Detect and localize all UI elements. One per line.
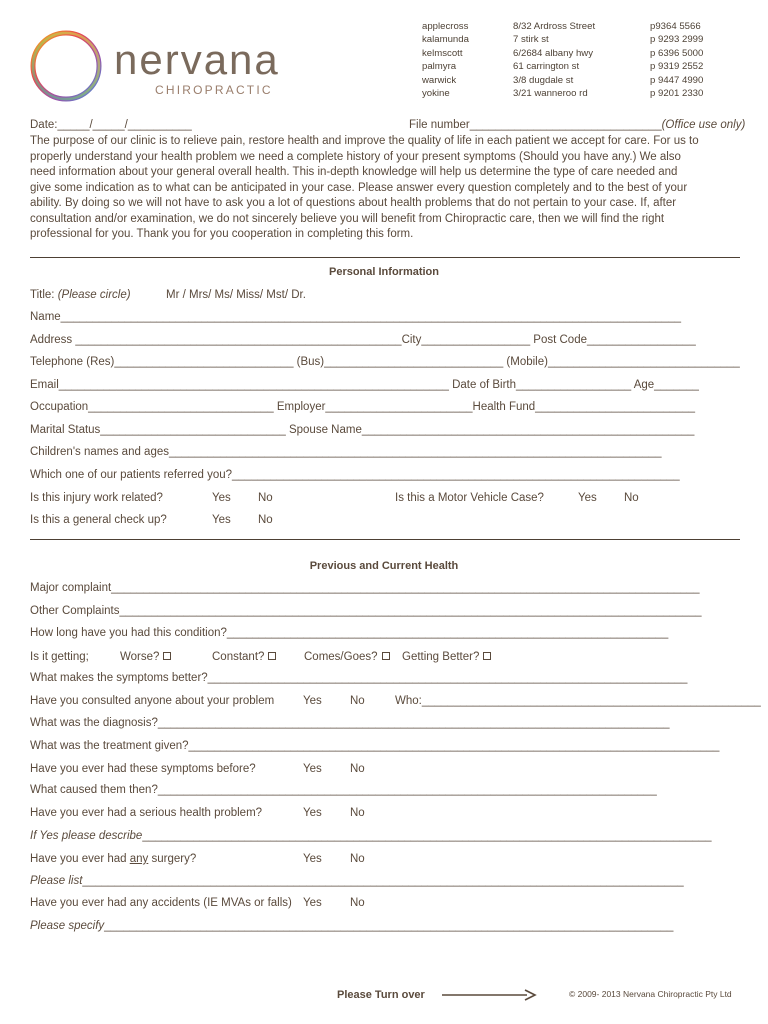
before-yes-option[interactable]: Yes xyxy=(303,763,322,775)
file-number-field[interactable] xyxy=(409,119,745,131)
file-number-label: File number______________________________ xyxy=(409,119,662,131)
location-phone: p 9447 4990 xyxy=(650,74,704,86)
intro-line: need information about your general overall health. This in-depth knowledge will help us determine the type of care needed and xyxy=(30,166,678,178)
other-complaints-field[interactable]: Other Complaints___________________________________________________________________________________________ xyxy=(30,605,702,617)
treatment-field[interactable]: What was the treatment given?___________________________________________________________________________________ xyxy=(30,740,720,752)
constant-checkbox[interactable] xyxy=(268,652,276,660)
location-suburb: applecross xyxy=(422,21,469,32)
accidents-question: Have you ever had any accidents (IE MVAs or falls) xyxy=(30,897,292,909)
intro-line: ability. By doing so we will not have to ask you a lot of questions about health problems that do not pertain to your case. If, after xyxy=(30,197,677,209)
getting-better-option[interactable] xyxy=(402,651,491,663)
children-field[interactable]: Children's names and ages_____________________________________________________________________________ xyxy=(30,446,662,458)
major-complaint-field[interactable]: Major complaint____________________________________________________________________________________________ xyxy=(30,582,700,594)
motor-no-option[interactable]: No xyxy=(624,492,639,504)
divider xyxy=(30,257,740,258)
location-suburb: kalamunda xyxy=(422,34,469,46)
location-address: 8/32 Ardross Street xyxy=(513,21,596,32)
title-label: Title: xyxy=(30,289,58,301)
getting-better-label: Getting Better? xyxy=(402,651,480,663)
surgery-pre: Have you ever had xyxy=(30,853,130,865)
specify-label: Please specify xyxy=(30,920,105,932)
title-row xyxy=(30,289,131,301)
accidents-no-option[interactable]: No xyxy=(350,897,365,909)
worse-option[interactable] xyxy=(120,651,171,663)
serious-yes-option[interactable]: Yes xyxy=(303,807,322,819)
intro-paragraph xyxy=(30,134,699,243)
brand-name: nervana xyxy=(114,36,280,83)
how-long-field[interactable]: How long have you had this condition?_____________________________________________________________________ xyxy=(30,627,669,639)
location-suburb: palmyra xyxy=(422,61,457,73)
comes-goes-option[interactable] xyxy=(304,651,390,663)
location-address: 3/21 wanneroo rd xyxy=(513,88,588,100)
list-field[interactable] xyxy=(30,875,684,887)
location-suburb: warwick xyxy=(422,74,457,86)
location-address: 61 carrington st xyxy=(513,61,580,73)
consulted-no-option[interactable]: No xyxy=(350,695,365,707)
location-phone: p 9201 2330 xyxy=(650,88,704,100)
location-suburbs xyxy=(422,20,469,100)
checkup-question: Is this a general check up? xyxy=(30,514,167,526)
constant-option[interactable] xyxy=(212,651,276,663)
surgery-any: any xyxy=(129,853,149,865)
surgery-no-option[interactable]: No xyxy=(350,853,365,865)
location-address: 7 stirk st xyxy=(513,34,549,46)
intro-line: professional for you. Thank you for you cooperation in completing this form. xyxy=(30,228,414,240)
referred-field[interactable]: Which one of our patients referred you?______________________________________________________________________ xyxy=(30,469,680,481)
intro-line: give some indication as to what can be anticipated in your case. Please answer every question completely and to the best of your xyxy=(30,181,688,194)
work-no-option[interactable]: No xyxy=(258,492,273,504)
getting-better-checkbox[interactable] xyxy=(483,652,491,660)
describe-label: If Yes please describe xyxy=(30,830,143,842)
brand-subtitle: CHIROPRACTIC xyxy=(155,83,273,97)
address-field[interactable]: Address ___________________________________________________City_________________ Post Code_________________ xyxy=(30,334,696,346)
before-no-option[interactable]: No xyxy=(350,763,365,775)
describe-line: _________________________________________________________________________________________ xyxy=(142,830,712,842)
comes-goes-checkbox[interactable] xyxy=(382,652,390,660)
surgery-post: surgery? xyxy=(148,853,197,865)
occupation-field[interactable]: Occupation_____________________________ Employer_______________________Health Fund_________________________ xyxy=(30,401,696,413)
location-phone: p 6396 5000 xyxy=(650,47,704,59)
list-line: ______________________________________________________________________________________________ xyxy=(82,875,684,887)
work-yes-option[interactable]: Yes xyxy=(212,492,231,504)
getting-label: Is it getting; xyxy=(30,651,89,663)
intro-line: The purpose of our clinic is to relieve pain, restore health and improve the quality of life in each patient we accept for care. For us to xyxy=(30,135,699,147)
name-field[interactable]: Name_________________________________________________________________________________________________ xyxy=(30,311,682,323)
location-suburb: kelmscott xyxy=(422,47,463,59)
comes-goes-label: Comes/Goes? xyxy=(304,651,378,663)
file-number-note: (Office use only) xyxy=(661,119,746,131)
location-address: 3/8 dugdale st xyxy=(513,74,574,86)
surgery-yes-option[interactable]: Yes xyxy=(303,853,322,865)
diagnosis-field[interactable]: What was the diagnosis?________________________________________________________________________________ xyxy=(30,717,670,729)
symptoms-before-question: Have you ever had these symptoms before? xyxy=(30,763,256,775)
divider xyxy=(30,539,740,540)
serious-no-option[interactable]: No xyxy=(350,807,365,819)
location-address: 6/2684 albany hwy xyxy=(513,47,594,59)
worse-label: Worse? xyxy=(120,651,160,663)
arrow-right-icon xyxy=(441,989,537,1001)
location-suburb: yokine xyxy=(422,88,450,100)
title-note: (Please circle) xyxy=(57,289,131,301)
marital-status-field[interactable]: Marital Status_____________________________ Spouse Name____________________________________________________ xyxy=(30,424,695,436)
accidents-yes-option[interactable]: Yes xyxy=(303,897,322,909)
motor-yes-option[interactable]: Yes xyxy=(578,492,597,504)
constant-label: Constant? xyxy=(212,651,265,663)
title-options[interactable]: Mr / Mrs/ Ms/ Miss/ Mst/ Dr. xyxy=(166,289,306,301)
consulted-question: Have you consulted anyone about your problem xyxy=(30,695,275,707)
health-heading: Previous and Current Health xyxy=(309,560,459,572)
location-phone: p 9293 2999 xyxy=(650,34,704,46)
location-phone: p9364 5566 xyxy=(650,21,701,32)
specify-field[interactable] xyxy=(30,920,673,932)
checkup-no-option[interactable]: No xyxy=(258,514,273,526)
describe-field[interactable] xyxy=(30,830,712,842)
turn-over-label: Please Turn over xyxy=(337,989,425,1001)
consulted-yes-option[interactable]: Yes xyxy=(303,695,322,707)
work-related-question: Is this injury work related? xyxy=(30,492,163,504)
worse-checkbox[interactable] xyxy=(163,652,171,660)
checkup-yes-option[interactable]: Yes xyxy=(212,514,231,526)
copyright: © 2009- 2013 Nervana Chiropractic Pty Ltd xyxy=(569,989,732,999)
intro-line: consultation and/or examination, we do not sincerely believe you will benefit from Chiropractic care, then we will find the right xyxy=(30,212,665,225)
logo-ring-icon xyxy=(28,28,104,104)
location-phone: p 9319 2552 xyxy=(650,61,704,73)
telephone-field[interactable]: Telephone (Res)____________________________ (Bus)____________________________ (Mobile)______________________________ xyxy=(30,356,740,368)
location-phones xyxy=(650,20,703,100)
date-field[interactable]: Date:_____/_____/__________ xyxy=(30,119,192,131)
list-label: Please list xyxy=(30,875,83,887)
email-field[interactable]: Email_____________________________________________________________ Date of Birth__________________ Age_______ xyxy=(30,379,699,391)
caused-field[interactable]: What caused them then?______________________________________________________________________________ xyxy=(30,784,657,796)
intro-line: properly understand your health problem we need a complete history of your present symptoms (Should you have any.) We also xyxy=(30,150,681,163)
surgery-question xyxy=(30,853,196,865)
location-addresses xyxy=(513,20,595,100)
specify-line: _________________________________________________________________________________________ xyxy=(104,920,674,932)
logo xyxy=(28,28,318,108)
symptoms-better-field[interactable]: What makes the symptoms better?___________________________________________________________________________ xyxy=(30,672,688,684)
serious-problem-question: Have you ever had a serious health problem? xyxy=(30,807,263,819)
who-field[interactable]: Who:_____________________________________________________ xyxy=(395,695,761,707)
motor-vehicle-question: Is this a Motor Vehicle Case? xyxy=(395,492,544,504)
personal-heading: Personal Information xyxy=(328,266,440,278)
